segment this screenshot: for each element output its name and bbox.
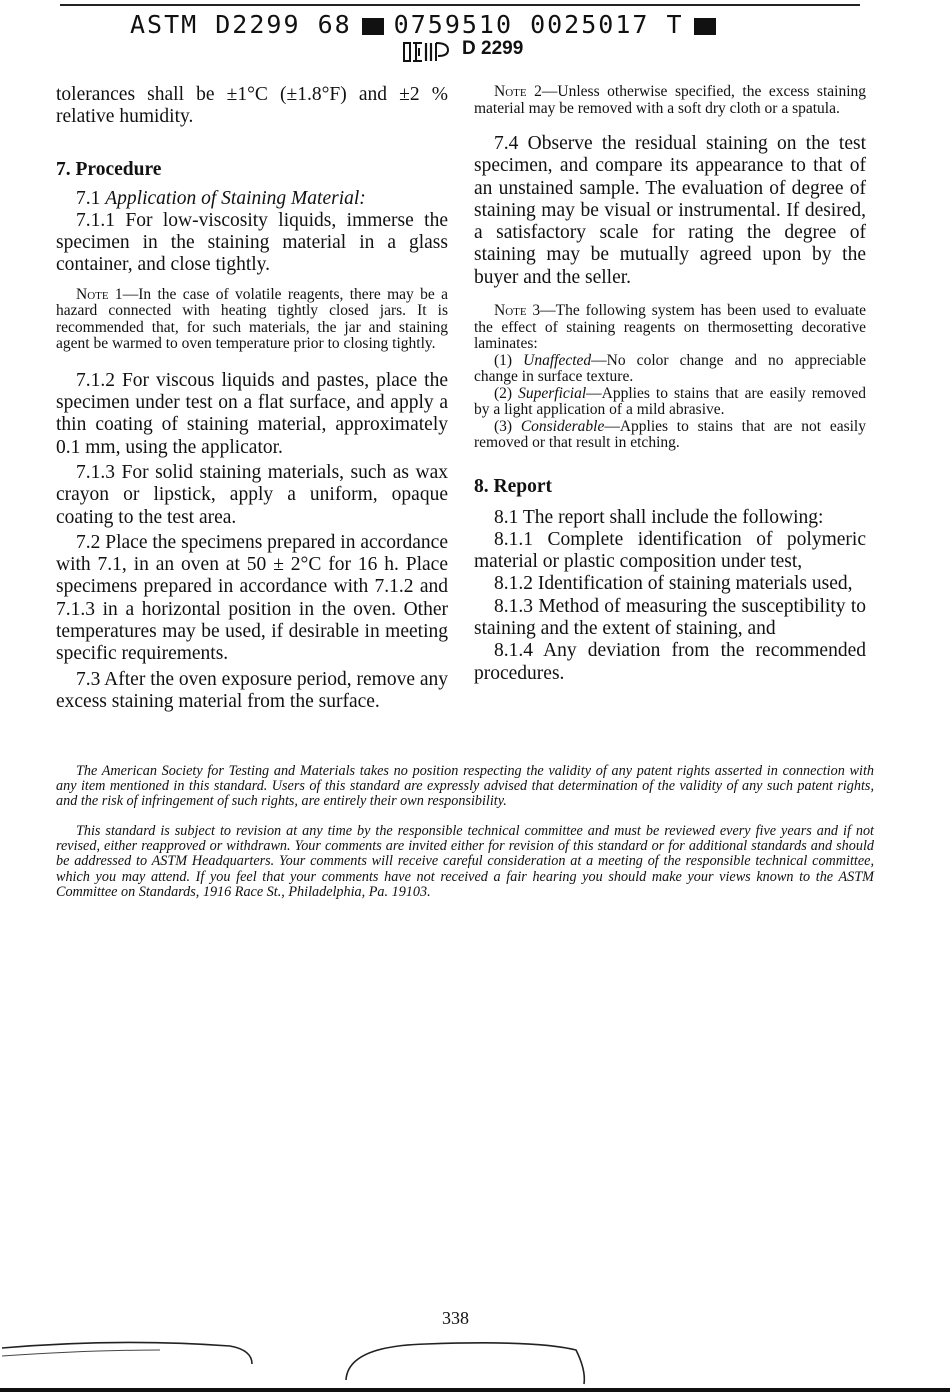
note-3-item-3 (474, 419, 866, 452)
item-number: (1) (494, 351, 524, 369)
item-term: Unaffected (523, 351, 592, 369)
paragraph-7-1-3: 7.1.3 For solid staining materials, such as wax crayon or lipstick, apply a uniform, opaque coating to the test area. (56, 461, 448, 528)
paragraph-7-1-2: 7.1.2 For viscous liquids and pastes, place the specimen under test on a flat surface, and apply a thin coating of staining material, approximately 0.1 mm, using the applicator. (56, 369, 448, 458)
paragraph-8-1-4: 8.1.4 Any deviation from the recommended procedures. (474, 640, 866, 684)
item-number: (2) (494, 384, 519, 402)
scan-code-text-2: 0759510 0025017 T (393, 10, 684, 39)
item-text: —Applies to stains that are not easily removed or that result in etching. (474, 417, 866, 452)
paragraph-7-1-1: 7.1.1 For low-viscosity liquids, immerse the specimen in the staining material in a glass container, and close tightly. (56, 209, 448, 276)
page-number: 338 (442, 1308, 469, 1328)
note-3-item-1 (474, 353, 866, 386)
page-curl-mark-left (0, 1320, 260, 1390)
note-label: Note 3 (494, 302, 541, 320)
note-label: Note 2 (494, 83, 542, 100)
right-column (474, 84, 866, 685)
item-number: (3) (494, 417, 521, 435)
scan-code-line (130, 10, 830, 38)
astm-logo-icon (402, 40, 454, 64)
section-number: 7.1 (76, 187, 106, 209)
paragraph-8-1: 8.1 The report shall include the following: (494, 506, 824, 528)
paragraph-8-1-1: 8.1.1 Complete identification of polymeric material or plastic composition under test, (474, 528, 866, 573)
heading-report: 8. Report (474, 475, 552, 497)
left-column (56, 84, 448, 713)
note-label: Note 1 (76, 285, 123, 303)
note-text: —In the case of volatile reagents, there may be a hazard connected with heating tightly closed jars. It is recommended that, for such materials, the jar and staining agent be warmed to oven temperature prior to closing tightly. (56, 285, 448, 353)
scan-bottom-rule (0, 1388, 950, 1392)
paragraph-8-1-3: 8.1.3 Method of measuring the susceptibility to staining and the extent of staining, and (474, 595, 866, 640)
paragraph-7-4: 7.4 Observe the residual staining on the test specimen, and compare its appearance to that of an unstained sample. The evaluation of degree of staining may be visual or instrumental. If desired, a satisfactory scale for rating the degree of staining may be mutually agreed upon by the buyer and the seller. (474, 133, 866, 288)
section-title: Application of Staining Material: (105, 187, 366, 209)
note-text: —The following system has been used to evaluate the effect of staining reagents on thermosetting decorative laminates: (474, 302, 866, 353)
note-3-item-2 (474, 386, 866, 419)
scan-code-text: ASTM D2299 68 (130, 10, 352, 39)
paragraph-7-3: 7.3 After the oven exposure period, remove any excess staining material from the surface. (56, 668, 449, 712)
paragraph-tolerances: tolerances shall be ±1°C (±1.8°F) and ±2 % relative humidity. (56, 84, 448, 128)
standard-designation: D 2299 (462, 38, 524, 59)
item-term: Superficial (518, 384, 587, 402)
black-block-mark (694, 18, 716, 35)
paragraph-7-2: 7.2 Place the specimens prepared in accordance with 7.1, in an oven at 50 ± 2°C for 16 h. Place specimens prepared in accordance with 7.1.2 and 7.1.3 in a horizontal position in the oven. Other temperatures may be used, if desirable in meeting specific requirements. (56, 531, 448, 665)
note-1 (56, 287, 448, 353)
paragraph-8-1-2: 8.1.2 Identification of staining materials used, (494, 573, 853, 595)
paragraph-7-1 (56, 188, 448, 210)
item-text: —Applies to stains that are easily removed by a light application of a mild abrasive. (474, 384, 866, 419)
page-curl-mark-right (336, 1320, 596, 1390)
note-3 (474, 303, 866, 353)
black-block-mark (362, 18, 384, 35)
note-2 (474, 84, 866, 117)
heading-procedure: 7. Procedure (56, 158, 162, 180)
item-text: —No color change and no appreciable change in surface texture. (474, 351, 867, 386)
patent-notice: The American Society for Testing and Materials takes no position respecting the validity of any patent rights asserted in connection with any item mentioned in this standard. Users of this standard are expressly advised that determination of the validity of any such patent rights, and the risk of infringement of such rights, are entirely their own responsibility. (56, 763, 874, 810)
review-notice: This standard is subject to revision at any time by the responsible technical committee and must be reviewed every five years and if not revised, either reapproved or withdrawn. Your comments are invited either for revision of this standard or for additional standards and should be addressed to ASTM Headquarters. Your comments will receive careful consideration at a meeting of the responsible technical committee, which you may attend. If you feel that your comments have not received a fair hearing you should make your views known to the ASTM Committee on Standards, 1916 Race St., Philadelphia, Pa. 19103. (56, 823, 874, 900)
note-text: —Unless otherwise specified, the excess staining material may be removed with a soft dry cloth or a spatula. (474, 83, 867, 117)
scan-top-rule (60, 4, 860, 6)
item-term: Considerable (520, 417, 605, 435)
